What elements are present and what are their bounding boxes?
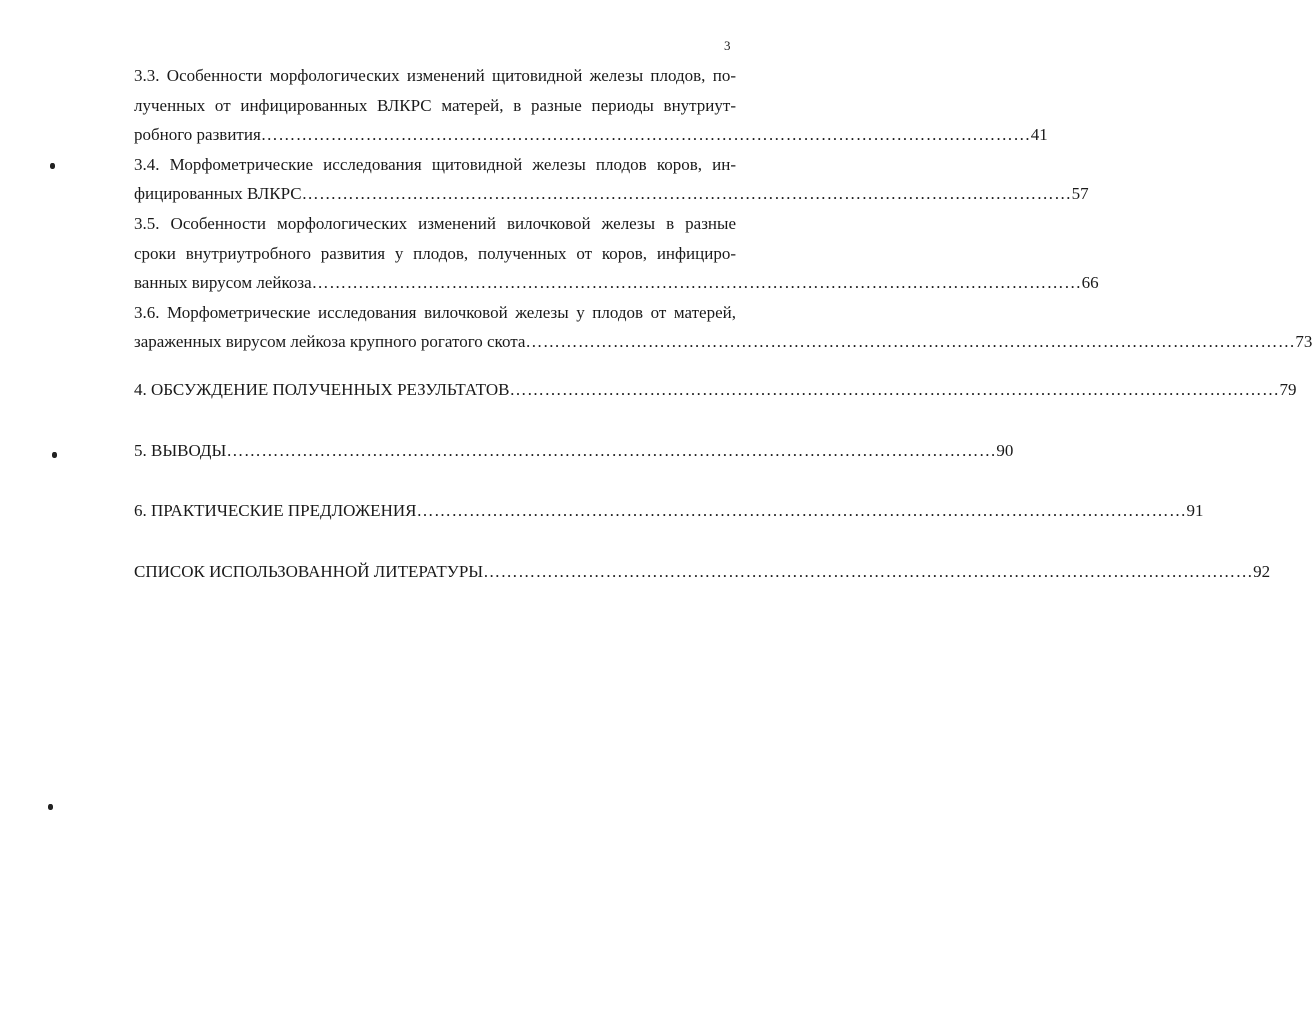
toc-text: зараженных вирусом лейкоза крупного рогатого скота <box>134 332 526 352</box>
toc-page: 91 <box>1186 501 1204 521</box>
toc-page: 57 <box>1071 184 1089 204</box>
toc-leader: …………………………………………………………………………………………………………………… <box>311 273 1082 293</box>
toc-leader: …………………………………………………………………………………………………………………… <box>301 184 1072 204</box>
toc-entry-3-4[interactable] <box>134 150 1089 209</box>
toc-line-last <box>134 179 1089 209</box>
toc-text: робного развития <box>134 125 261 145</box>
toc-entry-references[interactable] <box>134 557 1271 587</box>
page-number: 3 <box>724 38 731 53</box>
toc-text: 4. ОБСУЖДЕНИЕ ПОЛУЧЕННЫХ РЕЗУЛЬТАТОВ <box>134 379 510 399</box>
toc-leader: …………………………………………………………………………………………………………………… <box>483 561 1254 581</box>
toc-text: ванных вирусом лейкоза <box>134 273 312 293</box>
toc-line-last <box>134 375 1297 405</box>
toc-line: 3.6. Морфометрические исследования вилочковой железы у плодов от матерей, <box>134 302 736 322</box>
toc-line-last <box>134 268 1099 298</box>
toc-entry-3-5[interactable] <box>134 209 1099 298</box>
toc-line: 3.4. Морфометрические исследования щитовидной железы плодов коров, ин- <box>134 154 736 174</box>
toc-page: 73 <box>1295 332 1312 352</box>
toc-line: лученных от инфицированных ВЛКРС матерей, в разные периоды внутриут- <box>134 95 736 115</box>
toc-line-last <box>134 327 1312 357</box>
toc-line-last <box>134 436 1014 466</box>
table-of-contents <box>134 61 1312 586</box>
toc-leader: …………………………………………………………………………………………………………………… <box>226 440 997 460</box>
toc-page: 41 <box>1030 125 1048 145</box>
scan-mark <box>48 804 53 810</box>
toc-leader: …………………………………………………………………………………………………………………… <box>416 501 1187 521</box>
toc-entry-3-3[interactable] <box>134 61 1048 150</box>
toc-leader: …………………………………………………………………………………………………………………… <box>525 332 1296 352</box>
toc-entry-4[interactable] <box>134 375 1297 405</box>
toc-leader: …………………………………………………………………………………………………………………… <box>260 125 1031 145</box>
toc-entry-6[interactable] <box>134 496 1204 526</box>
scan-mark <box>50 163 55 169</box>
toc-page: 92 <box>1253 561 1271 581</box>
toc-text: 6. ПРАКТИЧЕСКИЕ ПРЕДЛОЖЕНИЯ <box>134 501 417 521</box>
toc-page: 66 <box>1081 273 1099 293</box>
toc-entry-3-6[interactable] <box>134 298 1312 357</box>
toc-text: 5. ВЫВОДЫ <box>134 440 227 460</box>
toc-page: 79 <box>1279 379 1297 399</box>
toc-line-last <box>134 496 1204 526</box>
toc-leader: …………………………………………………………………………………………………………………… <box>509 379 1280 399</box>
toc-text: СПИСОК ИСПОЛЬЗОВАННОЙ ЛИТЕРАТУРЫ <box>134 561 484 581</box>
toc-line: 3.3. Особенности морфологических изменений щитовидной железы плодов, по- <box>134 66 736 85</box>
toc-line-last <box>134 557 1271 587</box>
toc-line-last <box>134 120 1048 150</box>
toc-line: 3.5. Особенности морфологических изменений вилочковой железы в разные <box>134 213 736 233</box>
toc-line: сроки внутриутробного развития у плодов, полученных от коров, инфициро- <box>134 243 736 263</box>
toc-entry-5[interactable] <box>134 436 1014 466</box>
scan-mark <box>52 452 57 458</box>
toc-page: 90 <box>996 440 1014 460</box>
toc-text: фицированных ВЛКРС <box>134 184 302 204</box>
